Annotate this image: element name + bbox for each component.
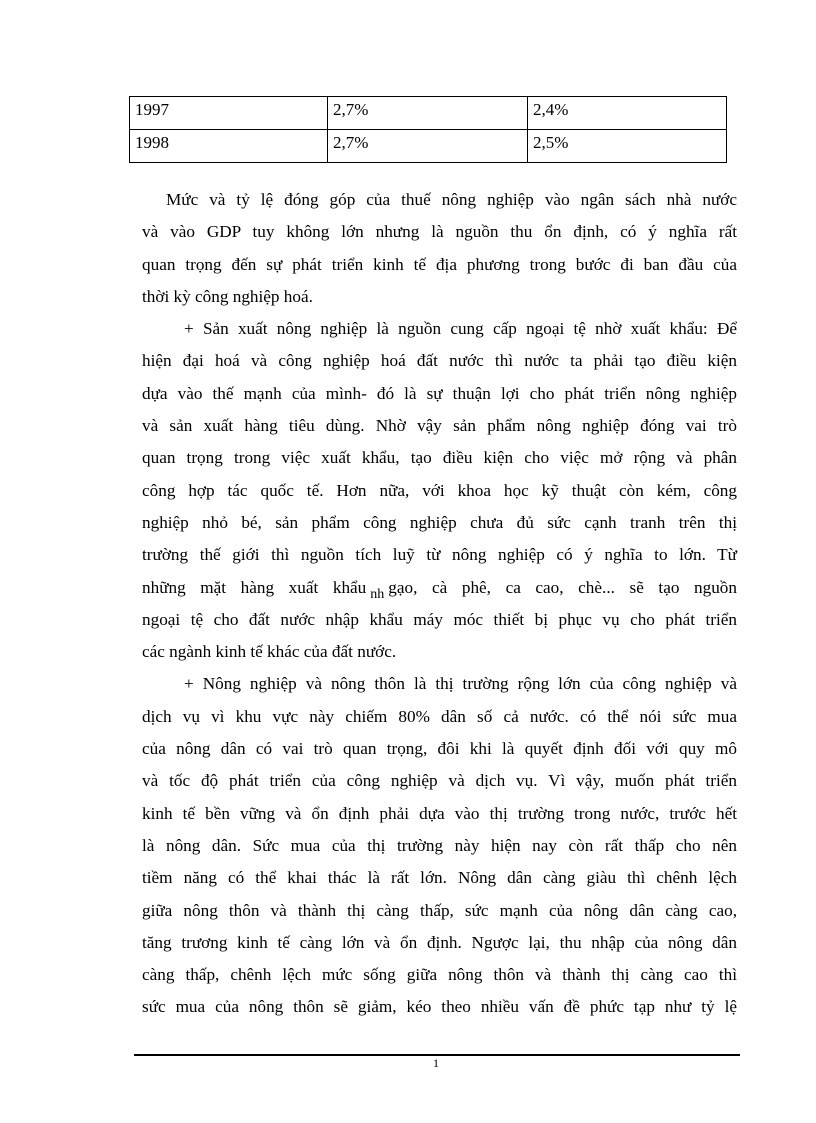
table-cell: 2,7% (328, 130, 528, 163)
text-segment: những mặt hàng xuất khẩu (142, 577, 367, 597)
table-cell: 1998 (130, 130, 328, 163)
text-line: công hợp tác quốc tế. Hơn nữa, với khoa học kỹ thuật còn kém, công (142, 480, 737, 500)
table-cell: 2,7% (328, 97, 528, 130)
text-line: + Nông nghiệp và nông thôn là thị trường rộng lớn của công nghiệp và (184, 674, 737, 694)
text-line: của nông dân có vai trò quan trọng, đôi khi là quyết định đối với quy mô (142, 739, 737, 759)
text-line: dịch vụ vì khu vực này chiếm 80% dân số cả nước. có thể nói sức mua (142, 706, 737, 726)
text-line: trường thế giới thì nguồn tích luỹ từ nông nghiệp có ý nghĩa to lớn. Từ (142, 545, 737, 565)
text-line: ngoại tệ cho đất nước nhập khẩu máy móc thiết bị phục vụ cho phát triển (142, 609, 737, 629)
text-line: tiềm năng có thể khai thác là rất lớn. Nông dân càng giàu thì chênh lệch (142, 868, 737, 888)
text-line (142, 572, 737, 604)
table-row (130, 97, 727, 130)
body-text (142, 184, 737, 1024)
table-cell: 2,5% (528, 130, 727, 163)
text-line: càng thấp, chênh lệch mức sống giữa nông thôn và thành thị càng cao thì (142, 965, 737, 985)
text-line: + Sản xuất nông nghiệp là nguồn cung cấp ngoại tệ nhờ xuất khẩu: Để (184, 319, 737, 339)
page-number: 1 (433, 1056, 439, 1070)
text-line: hiện đại hoá và công nghiệp hoá đất nước thì nước ta phải tạo điều kiện (142, 351, 737, 371)
text-line: quan trọng trong việc xuất khẩu, tạo điều kiện cho việc mở rộng và phân (142, 448, 737, 468)
subscript-fragment: nh (370, 586, 385, 602)
text-line: sức mua của nông thôn sẽ giảm, kéo theo nhiều vấn đề phức tạp như tỷ lệ (142, 997, 737, 1017)
text-line: thời kỳ công nghiệp hoá. (142, 286, 313, 306)
text-line: tăng trương kinh tế càng lớn và ổn định. Ngược lại, thu nhập của nông dân (142, 932, 737, 952)
statistics-table (129, 96, 727, 163)
text-line: Mức và tỷ lệ đóng góp của thuế nông nghiệp vào ngân sách nhà nước (166, 190, 737, 209)
text-line: dựa vào thế mạnh của mình- đó là sự thuận lợi cho phát triển nông nghiệp (142, 383, 737, 403)
text-line: giữa nông thôn và thành thị càng thấp, sức mạnh của nông dân càng cao, (142, 900, 737, 920)
text-line: và vào GDP tuy không lớn nhưng là nguồn thu ổn định, có ý nghĩa rất (142, 222, 737, 242)
table-cell: 1997 (130, 97, 328, 130)
text-line: kinh tế bền vững và ổn định phải dựa vào thị trường trong nước, trước hết (142, 803, 737, 823)
text-line: và sản xuất hàng tiêu dùng. Nhờ vậy sản phẩm nông nghiệp đóng vai trò (142, 416, 737, 436)
text-line: là nông dân. Sức mua của thị trường này hiện nay còn rất thấp cho nên (142, 835, 737, 855)
text-line: và tốc độ phát triển của công nghiệp và dịch vụ. Vì vậy, muốn phát triển (142, 771, 737, 791)
table-cell: 2,4% (528, 97, 727, 130)
text-line: các ngành kinh tế khác của đất nước. (142, 642, 397, 662)
text-line: nghiệp nhỏ bé, sản phẩm công nghiệp chưa đủ sức cạnh tranh trên thị (142, 512, 737, 532)
text-segment: gạo, cà phê, ca cao, chè... sẽ tạo nguồn (388, 577, 737, 597)
table-row (130, 130, 727, 163)
text-line: quan trọng đến sự phát triển kinh tế địa phương trong bước đi ban đầu của (142, 254, 737, 274)
